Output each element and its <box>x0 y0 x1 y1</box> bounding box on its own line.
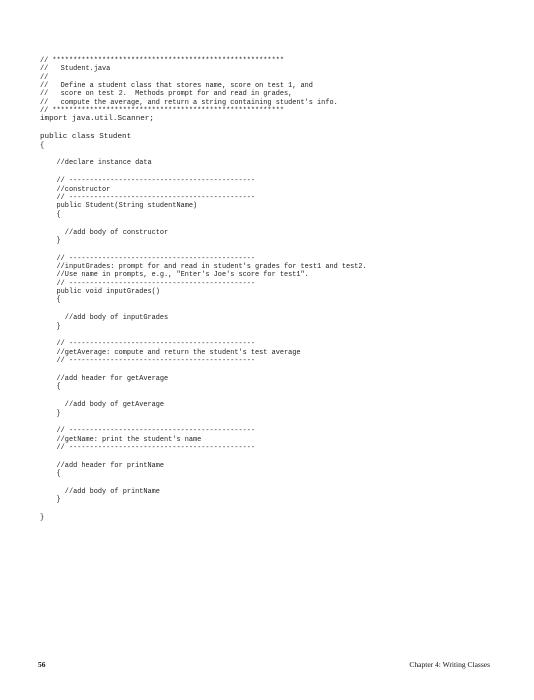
code-line: //constructor <box>40 185 111 194</box>
code-line: } <box>40 496 61 505</box>
code-line: import java.util.Scanner; <box>40 115 154 124</box>
blank-line <box>40 452 520 462</box>
code-line: { <box>40 296 61 305</box>
blank-line <box>40 245 520 255</box>
code-line: // --------------------------------------------- <box>40 427 256 436</box>
blank-line <box>40 505 520 515</box>
code-line: //add body of printName <box>40 488 160 497</box>
blank-line <box>40 150 520 160</box>
code-line: { <box>40 470 61 479</box>
code-listing <box>40 57 520 523</box>
code-line: //add body of getAverage <box>40 401 165 410</box>
blank-line <box>40 331 520 341</box>
code-line: public Student(String studentName) <box>40 202 198 211</box>
blank-line <box>40 219 520 229</box>
code-line: } <box>40 514 45 523</box>
code-line: //inputGrades: prompt for and read in student's grades for test1 and test2. <box>40 263 367 272</box>
blank-line <box>40 168 520 178</box>
code-line: //getName: print the student's name <box>40 435 202 444</box>
code-line: //getAverage: compute and return the student's test average <box>40 348 301 357</box>
code-line: // ******************************************************** <box>40 107 284 116</box>
code-line: { <box>40 383 61 392</box>
blank-line <box>40 305 520 315</box>
code-line: } <box>40 409 61 418</box>
chapter-title: Chapter 4: Writing Classes <box>409 660 490 669</box>
code-line: //declare instance data <box>40 159 152 168</box>
code-line: // --------------------------------------------- <box>40 279 256 288</box>
code-line: public void inputGrades() <box>40 288 160 297</box>
code-line: { <box>40 210 61 219</box>
code-line: //add header for getAverage <box>40 374 169 383</box>
code-line: // compute the average, and return a string containing student's info. <box>40 98 338 107</box>
code-line: // --------------------------------------------- <box>40 444 256 453</box>
blank-line <box>40 418 520 428</box>
code-line: } <box>40 322 61 331</box>
code-line: // --------------------------------------------- <box>40 340 256 349</box>
code-line: public class Student <box>40 133 132 142</box>
code-line: // Define a student class that stores name, score on test 1, and <box>40 82 313 91</box>
blank-line <box>40 479 520 489</box>
page-number: 56 <box>38 660 46 669</box>
code-line: // --------------------------------------------- <box>40 193 256 202</box>
code-line: // Student.java <box>40 65 111 74</box>
code-line: //Use name in prompts, e.g., "Enter's Joe's score for test1". <box>40 271 309 280</box>
blank-line <box>40 392 520 402</box>
blank-line <box>40 124 520 134</box>
code-line: // --------------------------------------------- <box>40 357 256 366</box>
code-line: // <box>40 73 49 82</box>
code-line: // ******************************************************** <box>40 57 284 65</box>
code-line: //add body of constructor <box>40 228 169 237</box>
code-line: //add body of inputGrades <box>40 314 169 323</box>
code-line: // --------------------------------------------- <box>40 177 256 186</box>
blank-line <box>40 365 520 375</box>
code-line: { <box>40 141 45 150</box>
code-line: // --------------------------------------------- <box>40 254 256 263</box>
code-line: } <box>40 236 61 245</box>
code-line: //add header for printName <box>40 461 165 470</box>
code-line: // score on test 2. Methods prompt for and read in grades, <box>40 90 293 99</box>
